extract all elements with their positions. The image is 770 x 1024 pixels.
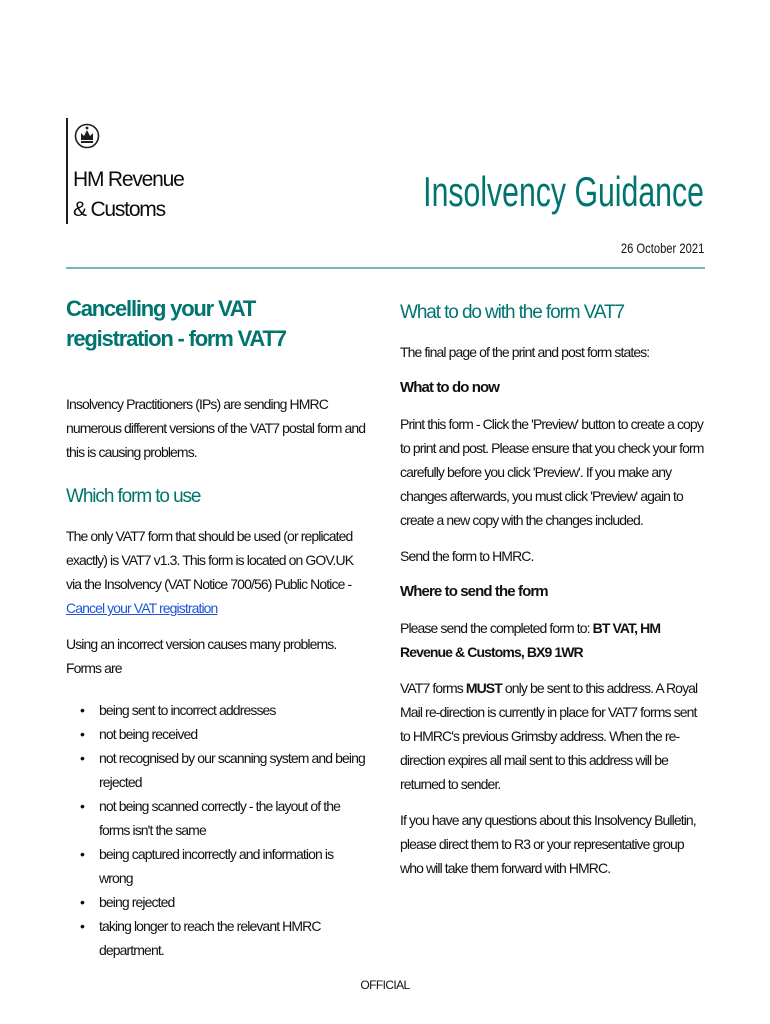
final-page-paragraph: The final page of the print and post form states: bbox=[400, 344, 650, 360]
publication-date: 26 October 2021 bbox=[620, 240, 704, 256]
address-intro: Please send the completed form to: bbox=[400, 620, 593, 636]
cancel-vat-registration-link[interactable]: Cancel your VAT registration bbox=[66, 600, 218, 616]
what-to-do-heading: What to do with the form VAT7 bbox=[400, 302, 624, 323]
list-item: • being captured incorrectly and information is wrong bbox=[66, 842, 366, 890]
incorrect-version-paragraph: Using an incorrect version causes many problems. Forms are bbox=[66, 636, 337, 676]
intro-paragraph: Insolvency Practitioners (IPs) are sending HMRC numerous different versions of the VAT7 postal form and this is causing problems. bbox=[66, 396, 366, 460]
crown-crest-icon bbox=[74, 120, 100, 150]
logo-text-line1: HM Revenue bbox=[73, 168, 184, 191]
right-column bbox=[400, 300, 705, 892]
where-to-send-heading: Where to send the form bbox=[400, 583, 548, 600]
must-emphasis: MUST bbox=[465, 680, 502, 696]
list-item: • not recognised by our scanning system and being rejected bbox=[66, 746, 366, 794]
which-form-paragraph bbox=[66, 524, 366, 620]
address-paragraph bbox=[400, 616, 705, 664]
logo-divider bbox=[66, 118, 68, 224]
list-item: • being sent to incorrect addresses bbox=[66, 698, 366, 722]
questions-paragraph: If you have any questions about this Insolvency Bulletin, please direct them to R3 or your representative group who will take them forward with HMRC. bbox=[400, 812, 696, 876]
what-to-do-now-heading: What to do now bbox=[400, 379, 500, 396]
redirection-text-start: VAT7 forms bbox=[400, 680, 466, 696]
send-form-paragraph: Send the form to HMRC. bbox=[400, 548, 534, 564]
security-classification: OFFICIAL bbox=[360, 978, 410, 992]
which-form-text: The only VAT7 form that should be used (or replicated exactly) is VAT7 v1.3. This form is located on GOV.UK via the Insolvency (VAT Notice 700/56) Public Notice - bbox=[66, 528, 354, 592]
redirection-paragraph bbox=[400, 676, 705, 796]
postal-address: BT VAT, HM Revenue & Customs, BX9 1WR bbox=[400, 620, 661, 660]
list-item: • not being received bbox=[66, 722, 366, 746]
page-title: Insolvency Guidance bbox=[423, 168, 704, 215]
left-column bbox=[66, 294, 366, 962]
list-item: • taking longer to reach the relevant HMRC department. bbox=[66, 914, 366, 962]
problems-list bbox=[66, 698, 366, 962]
main-heading: Cancelling your VAT registration - form VAT7 bbox=[66, 296, 286, 351]
which-form-heading: Which form to use bbox=[66, 486, 201, 507]
header-divider bbox=[66, 267, 705, 269]
redirection-text-rest: only be sent to this address. A Royal Mail re-direction is currently in place for VAT7 forms sent to HMRC's previous Grimsby address. When the re-direction expires all mail sent to this address will be returned to sender. bbox=[400, 680, 698, 792]
list-item: • not being scanned correctly - the layout of the forms isn't the same bbox=[66, 794, 366, 842]
list-item: • being rejected bbox=[66, 890, 366, 914]
print-instructions-paragraph: Print this form - Click the 'Preview' button to create a copy to print and post. Please ensure that you check your form carefully before you click 'Preview'. If you make any changes afterwards, you must click 'Preview' again to create a new copy with the changes included. bbox=[400, 416, 704, 528]
logo-text-line2: & Customs bbox=[73, 198, 165, 221]
